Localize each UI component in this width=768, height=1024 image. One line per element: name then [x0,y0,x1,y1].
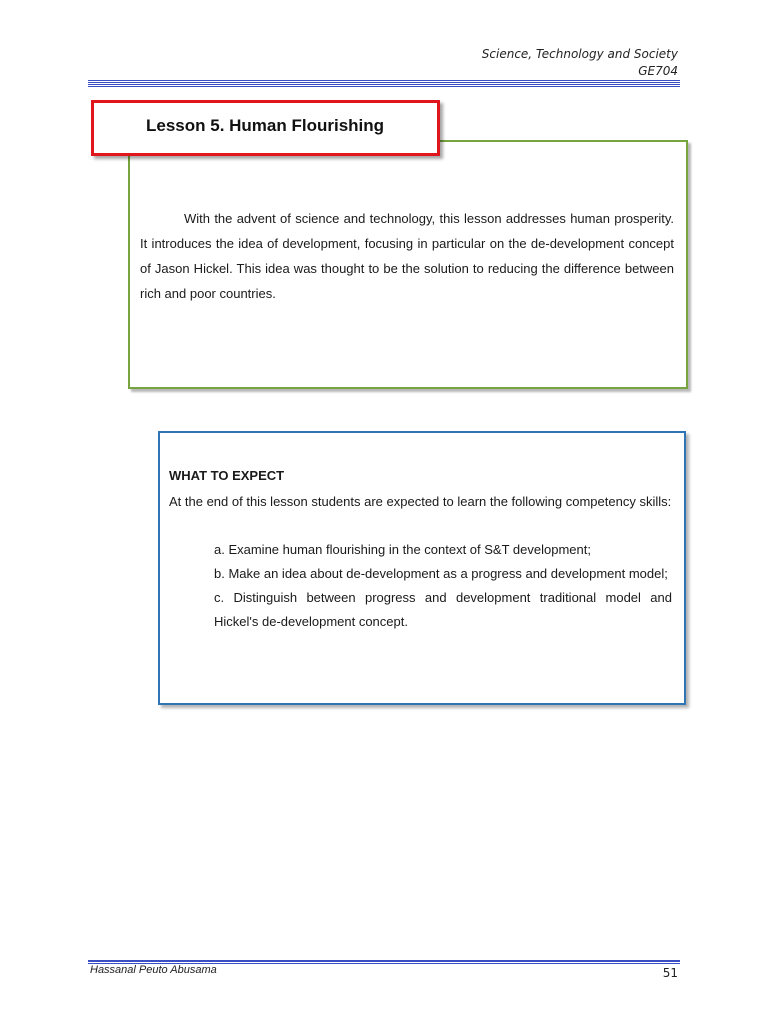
competency-item: c. Distinguish between progress and development traditional model and Hickel's de-development concept. [214,590,672,629]
footer-author: Hassanal Peuto Abusama [90,964,217,976]
page-number: 51 [662,966,678,980]
course-title: Science, Technology and Society [481,47,678,61]
competency-list [214,538,672,634]
competency-item: a. Examine human flourishing in the context of S&T development; [214,542,591,557]
header-rule [88,82,680,83]
header-rule [88,86,680,87]
header-rule [88,84,680,85]
lesson-intro-text: With the advent of science and technology, this lesson addresses human prosperity. It introduces the idea of development, focusing in particular on the de-development concept of Jason Hickel. This idea was thought to be the solution to reducing the difference between rich and poor countries. [140,211,674,301]
competency-item: b. Make an idea about de-development as a progress and development model; [214,566,668,581]
what-to-expect-heading: WHAT TO EXPECT [169,468,285,483]
what-to-expect-intro: At the end of this lesson students are expected to learn the following competency skills: [169,494,672,509]
header-rule [88,80,680,81]
page-header [482,46,678,80]
lesson-title: Lesson 5. Human Flourishing [146,116,385,135]
footer-rule [88,960,680,962]
course-code: GE704 [638,64,678,78]
lesson-title-box [91,100,440,156]
